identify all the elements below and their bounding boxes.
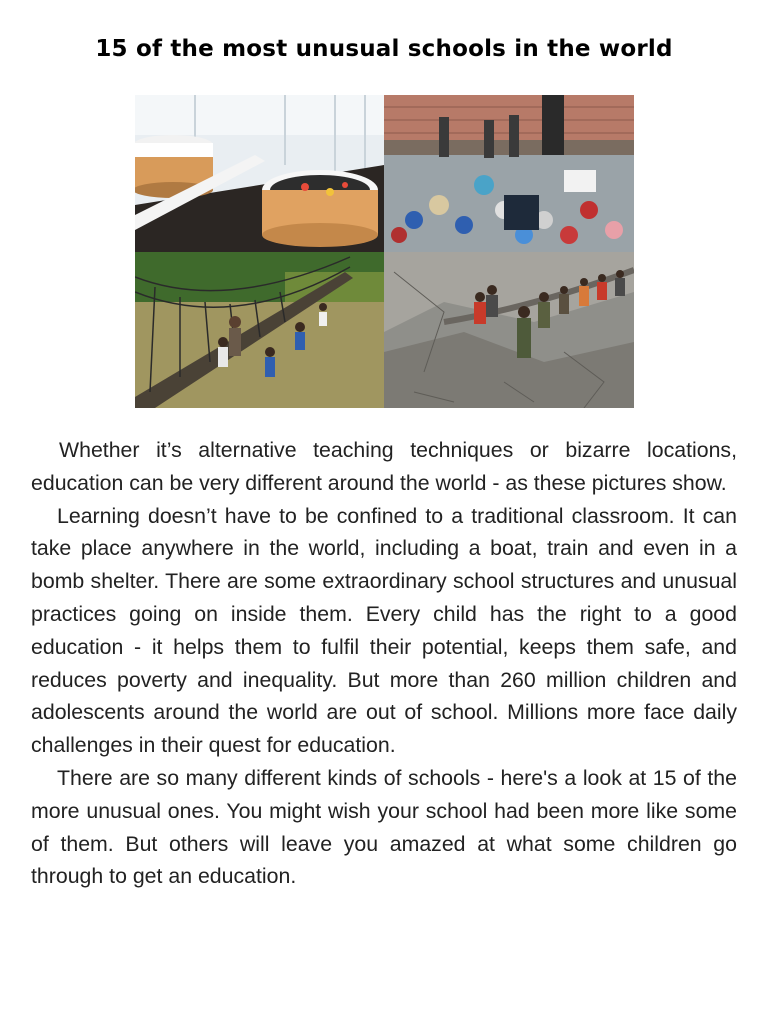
photo-collage [135, 95, 634, 408]
paragraph-intro: Whether it’s alternative teaching techniques or bizarre locations, education can be very different around the world - as these pictures show. [31, 438, 737, 495]
rope-bridge-crossing-photo [135, 252, 384, 408]
modern-school-interior-photo [135, 95, 384, 252]
cliff-path-walk-photo [384, 252, 634, 408]
article-body [31, 434, 737, 893]
paragraph-overview: There are so many different kinds of schools - here's a look at 15 of the more unusual ones. You might wish your school had been more like some of them. But others will leave you amazed at what some children go through to get an education. [31, 765, 737, 889]
article-title: 15 of the most unusual schools in the world [95, 36, 673, 62]
paragraph-learning: Learning doesn’t have to be confined to a traditional classroom. It can take place anywhere in the world, including a boat, train and even in a bomb shelter. There are some extraordinary school structures and unusual practices going on inside them. Every child has the right to a good education - it helps them to fulfil their potential, keeps them safe, and reduces poverty and inequality. But more than 260 million children and adolescents around the world are out of school. Millions more face daily challenges in their quest for education. [31, 503, 737, 758]
train-platform-school-photo [384, 95, 634, 252]
